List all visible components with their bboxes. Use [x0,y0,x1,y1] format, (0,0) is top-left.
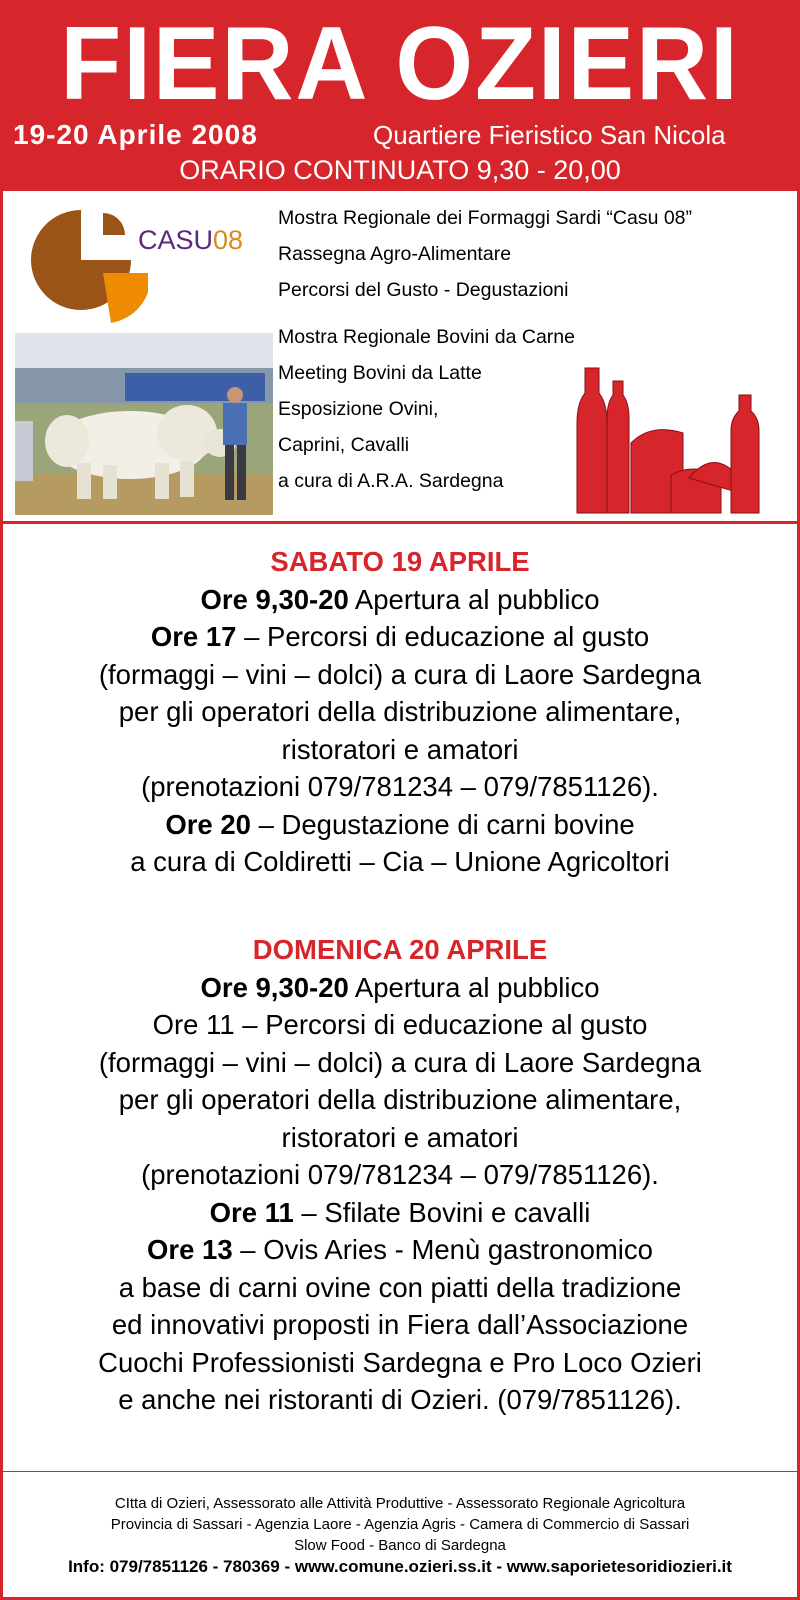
program-line: Ore 9,30-20 Apertura al pubblico [200,971,600,1003]
program-line: Ore 9,30-20 Apertura al pubblico [200,583,600,615]
opening-hours: ORARIO CONTINUATO 9,30 - 20,00 [179,155,621,185]
program-line: per gli operatori della distribuzione alimentare, [118,1084,682,1115]
footer-line: Provincia di Sassari - Agenzia Laore - Agenzia Agris - Camera di Commercio di Sassari [110,1516,690,1533]
program-sunday [3,931,797,1419]
casu08-pie-logo-icon [23,205,148,345]
section-divider [3,521,797,524]
program-saturday [3,543,797,881]
event-list-top [278,207,692,315]
program-line: Ore 17 – Percorsi di educazione al gusto [150,621,650,652]
bottles-cheese-illustration [571,363,791,523]
program-line: Ore 11 – Sfilate Bovini e cavalli [209,1196,591,1228]
casu08-logo-text: CASU08 [138,225,244,255]
program-line: (prenotazioni 079/781234 – 079/7851126). [141,1159,659,1190]
program-line: e anche nei ristoranti di Ozieri. (079/7851126). [118,1384,682,1415]
program-line: (formaggi – vini – dolci) a cura di Laore Sardegna [98,658,702,690]
event-venue: Quartiere Fieristico San Nicola [373,120,726,150]
list-item: Caprini, Cavalli [278,434,410,456]
list-item: Mostra Regionale dei Formaggi Sardi “Casu 08” [278,207,693,229]
footer-info: Info: 079/7851126 - 780369 - www.comune.ozieri.ss.it - www.saporietesoridiozieri.it [68,1557,732,1576]
program-line: (formaggi – vini – dolci) a cura di Laore Sardegna [98,1046,702,1078]
day-heading: DOMENICA 20 APRILE [252,934,548,965]
header-banner [3,3,797,191]
list-item: Rassegna Agro-Alimentare [278,243,512,265]
event-dates: 19-20 Aprile 2008 [13,119,258,150]
day-heading: SABATO 19 APRILE [270,546,530,577]
program-line: ristoratori e amatori [281,1121,519,1153]
footer [3,1493,797,1577]
program-line: Cuochi Professionisti Sardegna e Pro Loco Ozieri [98,1346,702,1378]
list-item: Meeting Bovini da Latte [278,362,482,384]
page-title: FIERA OZIERI [60,6,740,122]
program-line: ed innovativi proposti in Fiera dall’Associazione [111,1309,689,1340]
bull-photo [15,333,273,515]
program-line: (prenotazioni 079/781234 – 079/7851126). [141,771,659,802]
program-line: Ore 11 – Percorsi di educazione al gusto [152,1009,648,1040]
footer-divider [3,1471,797,1472]
list-item: Esposizione Ovini, [278,398,439,420]
program-line: Ore 13 – Ovis Aries - Menù gastronomico [147,1234,653,1265]
list-item: Percorsi del Gusto - Degustazioni [278,279,569,301]
program-line: a base di carni ovine con piatti della tradizione [118,1271,682,1303]
program-line: a cura di Coldiretti – Cia – Unione Agricoltori [130,846,670,877]
footer-line: Slow Food - Banco di Sardegna [294,1537,506,1554]
list-item: a cura di A.R.A. Sardegna [278,470,504,492]
program-line: ristoratori e amatori [281,733,519,765]
program-line: per gli operatori della distribuzione alimentare, [118,696,682,727]
program-line: Ore 20 – Degustazione di carni bovine [165,808,635,840]
list-item: Mostra Regionale Bovini da Carne [278,326,575,348]
event-list-bottom [278,326,575,506]
footer-line: CItta di Ozieri, Assessorato alle Attività Produttive - Assessorato Regionale Agricoltura [114,1495,686,1512]
